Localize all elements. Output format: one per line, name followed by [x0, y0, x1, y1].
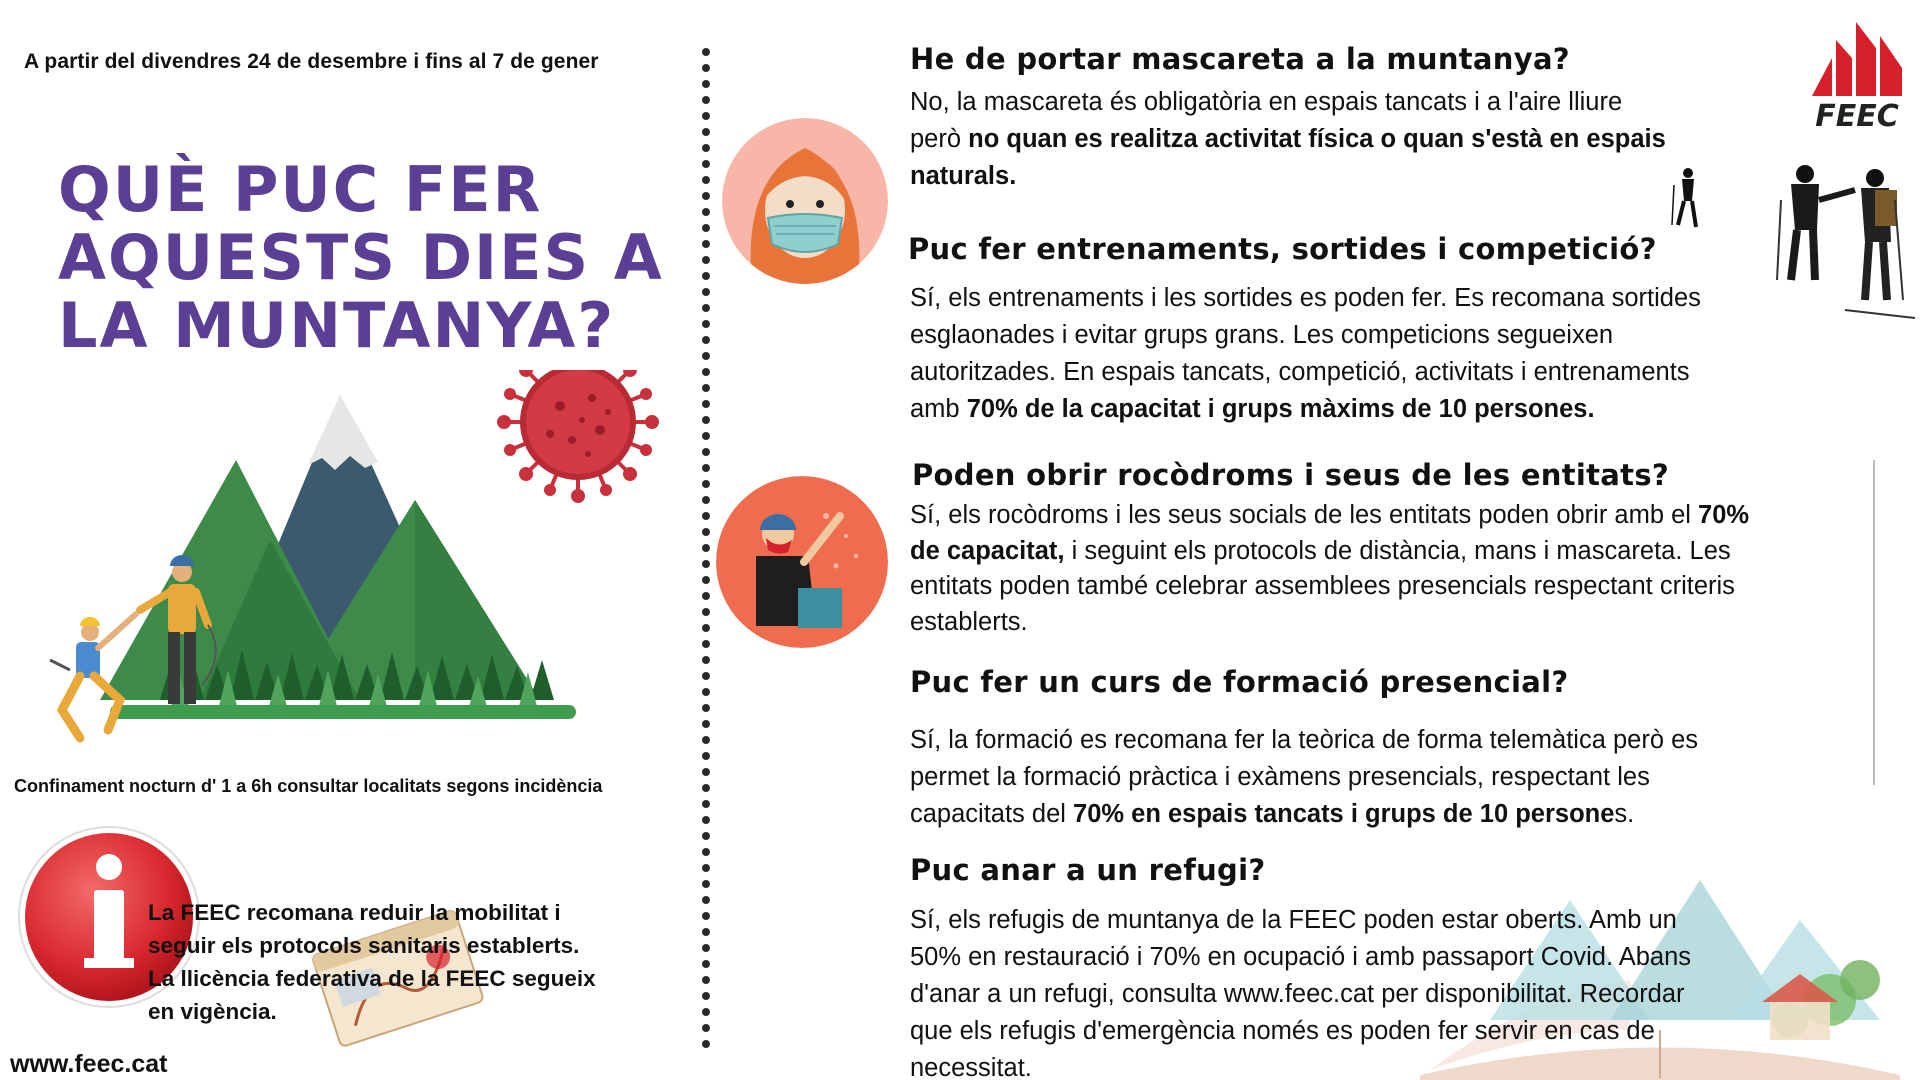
divider-dot [702, 176, 710, 184]
divider-dot [702, 688, 710, 696]
answer-line [910, 534, 1850, 570]
title-line: AQUESTS DIES A [58, 221, 664, 294]
answer-line: necessitat. [910, 1054, 1032, 1080]
divider-dot [702, 624, 710, 632]
divider-dot [702, 1040, 710, 1048]
divider-dot [702, 192, 710, 200]
title-line: QUÈ PUC FER [58, 153, 543, 226]
divider-dot [702, 128, 710, 136]
answer-line [910, 121, 1780, 158]
divider-dot [702, 592, 710, 600]
left-panel [0, 0, 700, 1080]
feec-logo [1802, 18, 1912, 136]
divider-dot [702, 816, 710, 824]
divider-dot [702, 144, 710, 152]
divider-dot [702, 560, 710, 568]
faq-question-refuge: Puc anar a un refugi? [910, 853, 1266, 887]
date-range: A partir del divendres 24 de desembre i fins al 7 de gener [24, 50, 599, 73]
answer-line: esglaonades i evitar grups grans. Les competicions segueixen [910, 321, 1614, 349]
divider-dot [702, 768, 710, 776]
divider-dot [702, 240, 710, 248]
divider-dot [702, 800, 710, 808]
divider-dot [702, 1024, 710, 1032]
faq-question-training-course: Puc fer un curs de formació presencial? [910, 665, 1569, 699]
recommendation-line: en vigència. [148, 999, 277, 1024]
divider-dot [702, 96, 710, 104]
divider-dot [702, 288, 710, 296]
divider-dot [702, 368, 710, 376]
divider-dot [702, 224, 710, 232]
divider-dot [702, 864, 710, 872]
divider-dot [702, 960, 710, 968]
faq-question-rocodroms: Poden obrir rocòdroms i seus de les entitats? [912, 458, 1670, 492]
mountain-illustration [40, 370, 680, 770]
divider-dot [702, 480, 710, 488]
answer-line: que els refugis d'emergència només es poden fer servir en cas de [910, 1017, 1655, 1045]
divider-dot [702, 496, 710, 504]
divider-dot [702, 832, 710, 840]
answer-line: No, la mascareta és obligatòria en espais tancats i a l'aire lliure [910, 88, 1623, 116]
confinement-note: Confinament nocturn d' 1 a 6h consultar localitats segons incidència [14, 776, 603, 796]
answer-line [910, 796, 1830, 833]
divider-dot [702, 944, 710, 952]
answer-bold-text: 70% [1698, 501, 1750, 529]
divider-dot [702, 912, 710, 920]
answer-bold-text: no quan es realitza activitat física o quan s'està en espais [968, 125, 1666, 153]
answer-bold-text: 70% en espais tancats i grups de 10 persone [1073, 800, 1615, 828]
divider-dot [702, 640, 710, 648]
answer-line: entitats poden també celebrar assemblees presencials respectant criteris [910, 572, 1735, 600]
answer-line: permet la formació pràctica i exàmens presencials, respectant les [910, 763, 1650, 791]
dotted-divider [700, 48, 712, 1048]
divider-dot [702, 416, 710, 424]
divider-dot [702, 928, 710, 936]
divider-dot [702, 384, 710, 392]
divider-dot [702, 992, 710, 1000]
divider-dot [702, 880, 710, 888]
title-line: LA MUNTANYA? [58, 289, 616, 362]
website-link[interactable]: www.feec.cat [10, 1050, 168, 1078]
divider-dot [702, 448, 710, 456]
answer-line: autoritzades. En espais tancats, competició, activitats i entrenaments [910, 358, 1690, 386]
divider-dot [702, 464, 710, 472]
recommendation-line: La FEEC recomana reduir la mobilitat i [148, 900, 561, 925]
divider-dot [702, 48, 710, 56]
divider-dot [702, 160, 710, 168]
recommendation-line: La llicència federativa de la FEEC segueix [148, 966, 596, 991]
divider-dot [702, 752, 710, 760]
divider-dot [702, 672, 710, 680]
answer-text: i seguint els protocols de distància, mans i mascareta. Les [1064, 536, 1731, 565]
faq-answer-training-course [910, 722, 1830, 833]
answer-line [910, 498, 1850, 534]
logo-text: FEEC [1815, 99, 1899, 134]
divider-dot [702, 512, 710, 520]
divider-dot [702, 304, 710, 312]
divider-dot [702, 704, 710, 712]
faq-answer-refuge [910, 902, 1850, 1080]
divider-dot [702, 352, 710, 360]
answer-bold-text: 70% de la capacitat i grups màxims de 10 persones. [966, 395, 1595, 423]
recommendation-text [148, 896, 668, 1028]
divider-dot [702, 528, 710, 536]
recommendation-line: seguir els protocols sanitaris establerts. [148, 933, 580, 958]
divider-dot [702, 736, 710, 744]
answer-line: d'anar a un refugi, consulta www.feec.cat per disponibilitat. Recordar [910, 980, 1685, 1008]
vertical-rule [1873, 460, 1875, 785]
divider-dot [702, 848, 710, 856]
divider-dot [702, 608, 710, 616]
faq-answer-rocodroms [910, 498, 1850, 640]
divider-dot [702, 544, 710, 552]
divider-dot [702, 80, 710, 88]
divider-dot [702, 720, 710, 728]
page-title [58, 153, 698, 362]
divider-dot [702, 976, 710, 984]
divider-dot [702, 336, 710, 344]
answer-line: establerts. [910, 607, 1028, 636]
divider-dot [702, 112, 710, 120]
divider-dot [702, 576, 710, 584]
faq-answer-mask [910, 84, 1780, 195]
answer-line: Sí, la formació es recomana fer la teòrica de forma telemàtica però es [910, 726, 1699, 754]
answer-line [910, 391, 1840, 428]
divider-dot [702, 1008, 710, 1016]
answer-text: s. [1614, 800, 1635, 828]
divider-dot [702, 272, 710, 280]
answer-text: però [910, 125, 969, 153]
divider-dot [702, 320, 710, 328]
answer-text: capacitats del [910, 800, 1074, 828]
divider-dot [702, 64, 710, 72]
answer-text: Sí, els rocòdroms i les seus socials de les entitats poden obrir amb el [910, 501, 1699, 529]
answer-bold-text: naturals. [910, 162, 1017, 190]
faq-question-training: Puc fer entrenaments, sortides i competició? [908, 232, 1657, 266]
answer-line: Sí, els refugis de muntanya de la FEEC poden estar oberts. Amb un [910, 906, 1677, 934]
divider-dot [702, 432, 710, 440]
answer-bold-text: de capacitat, [910, 536, 1065, 565]
divider-dot [702, 256, 710, 264]
answer-line [910, 158, 1780, 195]
divider-dot [702, 896, 710, 904]
faq-question-mask: He de portar mascareta a la muntanya? [910, 42, 1570, 76]
answer-line: Sí, els entrenaments i les sortides es poden fer. Es recomana sortides [910, 284, 1701, 312]
answer-line: 50% en restauració i 70% en ocupació i amb passaport Covid. Abans [910, 943, 1692, 971]
masked-woman-avatar [722, 118, 888, 284]
faq-answer-training [910, 280, 1840, 428]
divider-dot [702, 784, 710, 792]
climber-avatar [716, 476, 888, 648]
coronavirus-icon [497, 370, 659, 503]
answer-text: amb [910, 395, 967, 423]
divider-dot [702, 656, 710, 664]
divider-dot [702, 208, 710, 216]
divider-dot [702, 400, 710, 408]
